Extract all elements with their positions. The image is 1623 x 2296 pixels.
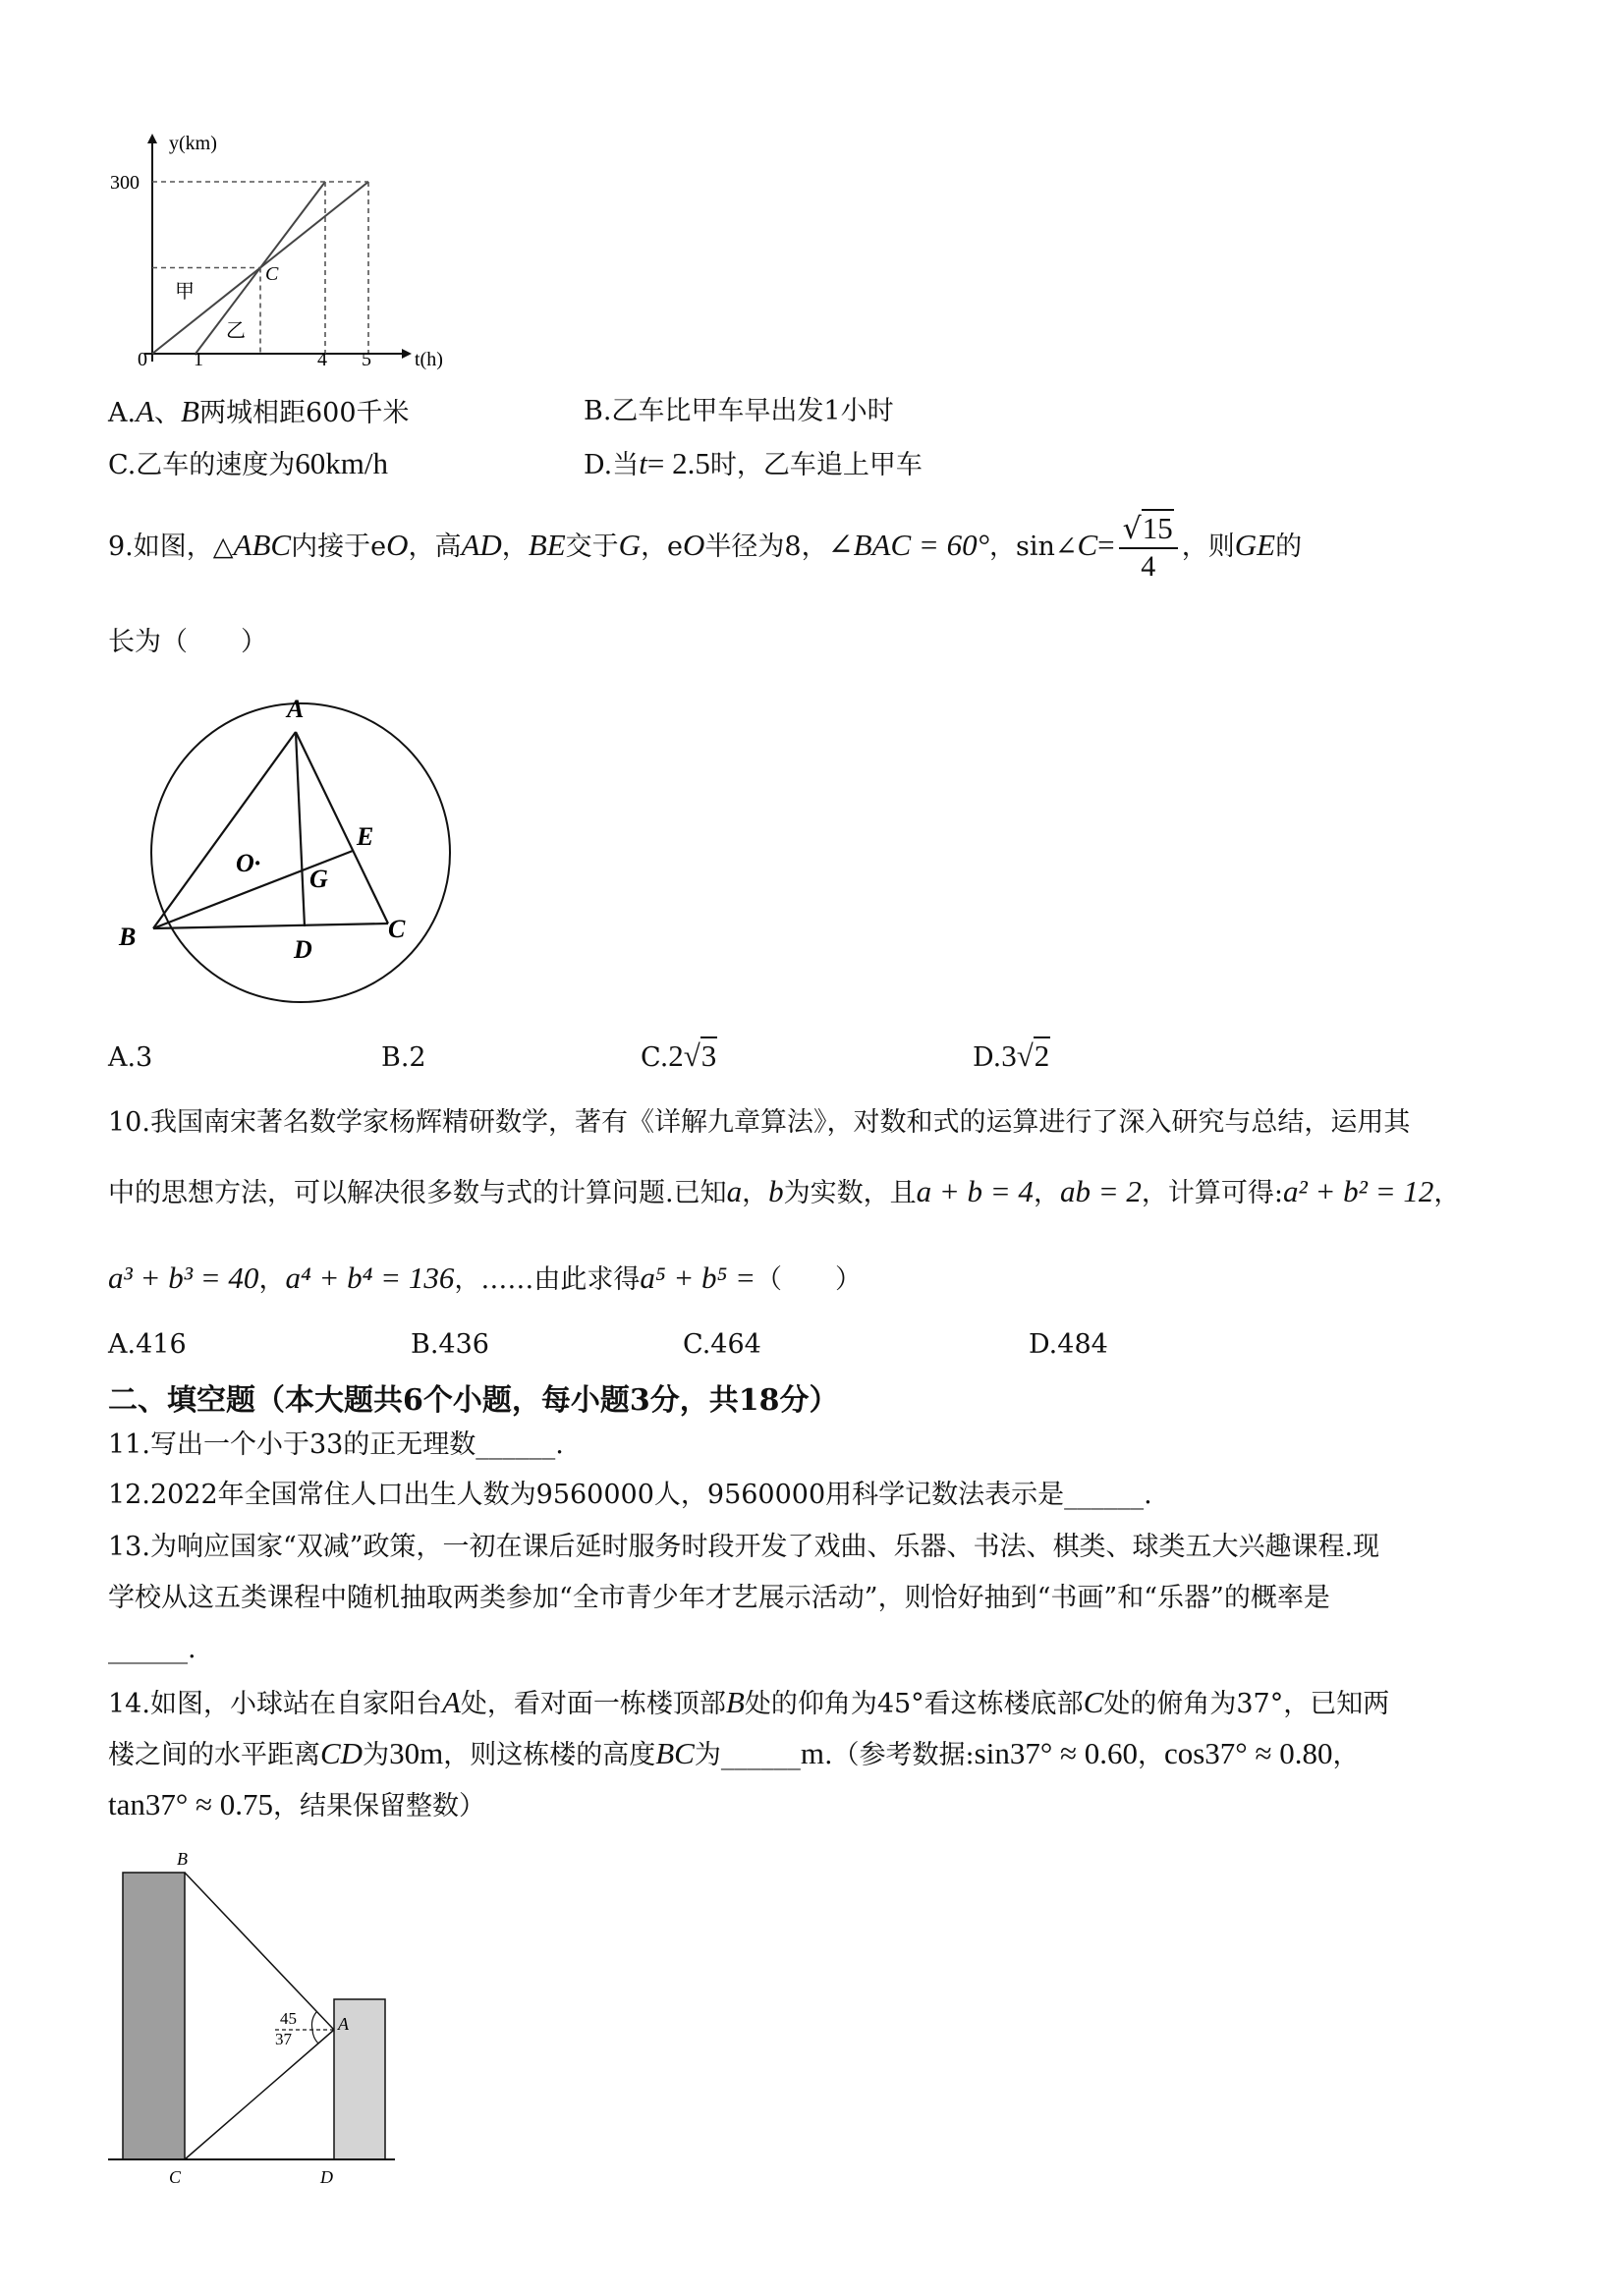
building-bc bbox=[123, 1873, 185, 2159]
q9-option-a: A.3 bbox=[108, 1042, 153, 1073]
chart-series-jia-label: 甲 bbox=[175, 281, 195, 303]
side-ac bbox=[296, 732, 388, 924]
chart-xtick-4: 4 bbox=[317, 349, 327, 370]
angle-37-label: 37 bbox=[275, 2030, 292, 2048]
label-o: O· bbox=[236, 849, 261, 877]
q10-stem-line3: a³ + b³ = 40，a⁴ + b⁴ = 136，……由此求得a⁵ + b⁵ =（ ） bbox=[108, 1260, 862, 1295]
q9-option-d: D.3√2 bbox=[973, 1038, 1050, 1073]
label-e: E bbox=[357, 822, 374, 851]
q8-option-c: C.乙车的速度为60km/h bbox=[108, 446, 389, 480]
q13-stem-line3: ______. bbox=[108, 1634, 196, 1664]
chart-ylabel: y(km) bbox=[169, 133, 217, 154]
q9-sinc-fraction: $\frac{√15}{4}$ bbox=[1119, 511, 1178, 585]
q8-option-b: B.乙车比甲车早出发1小时 bbox=[584, 396, 894, 426]
altitude-ad bbox=[296, 732, 305, 926]
chart-xtick-1: 1 bbox=[194, 349, 203, 370]
chart-xtick-0: 0 bbox=[138, 349, 147, 370]
angle-45-label: 45 bbox=[280, 2009, 297, 2028]
chart-series-yi-label: 乙 bbox=[226, 320, 246, 342]
q10-option-a: A.416 bbox=[108, 1329, 187, 1360]
label-c-bottom: C bbox=[169, 2167, 182, 2187]
q14-buildings-figure bbox=[98, 1847, 413, 2187]
q14-stem-line3: tan37° ≈ 0.75，结果保留整数） bbox=[108, 1787, 486, 1821]
sightline-ab bbox=[185, 1873, 334, 2030]
label-a: A bbox=[287, 695, 305, 723]
q14-stem-line2: 楼之间的水平距离CD为30m，则这栋楼的高度BC为______m.（参考数据:sin37° ≈ 0.60，cos37° ≈ 0.80， bbox=[108, 1736, 1360, 1770]
q9-option-b: B.2 bbox=[381, 1042, 426, 1073]
label-g: G bbox=[309, 865, 328, 893]
section-2-heading: 二、填空题（本大题共6个小题，每小题3分，共18分） bbox=[108, 1383, 839, 1418]
angle-arc-45 bbox=[311, 2012, 316, 2030]
q10-stem-line1: 10.我国南宋著名数学家杨辉精研数学，著有《详解九章算法》，对数和式的运算进行了深入研究与总结，运用其 bbox=[108, 1107, 1411, 1138]
chart-ytick-300: 300 bbox=[110, 172, 140, 194]
label-d-bottom: D bbox=[320, 2167, 333, 2187]
label-b-top: B bbox=[177, 1849, 188, 1869]
q9-circle-figure bbox=[116, 688, 450, 992]
chart-xlabel: t(h) bbox=[415, 349, 443, 370]
q9-stem-line2: 长为（ ） bbox=[108, 627, 267, 657]
distance-time-chart bbox=[98, 128, 472, 383]
x-axis-arrow bbox=[402, 349, 412, 359]
q10-stem-line2: 中的思想方法，可以解决很多数与式的计算问题.已知a，b为实数，且a + b = 4，ab = 2，计算可得:a² + b² = 12， bbox=[108, 1174, 1461, 1208]
q13-stem-line1: 13.为响应国家“双减”政策，一初在课后延时服务时段开发了戏曲、乐器、书法、棋类、球类五大兴趣课程.现 bbox=[108, 1532, 1380, 1562]
q13-stem-line2: 学校从这五类课程中随机抽取两类参加“全市青少年才艺展示活动”，则恰好抽到“书画”和“乐器”的概率是 bbox=[108, 1583, 1330, 1613]
q10-option-b: B.436 bbox=[411, 1329, 489, 1360]
q8-option-a: A.A、B两城相距600千米 bbox=[108, 394, 410, 428]
side-bc bbox=[153, 924, 388, 928]
q10-option-c: C.464 bbox=[683, 1329, 761, 1360]
chart-layer bbox=[144, 134, 412, 362]
sightline-ac bbox=[185, 2030, 334, 2159]
q9-stem-line1: 9.如图，△ABC内接于eO，高AD，BE交于G，eO半径为8，∠BAC = 60°，sin∠C= $\frac{√15}{4}$ ，则GE的 bbox=[108, 511, 1303, 583]
label-a-point: A bbox=[338, 2014, 349, 2034]
side-ab bbox=[153, 732, 296, 928]
q14-stem-line1: 14.如图，小球站在自家阳台A处，看对面一栋楼顶部B处的仰角为45°看这栋楼底部C处的俯角为37°，已知两 bbox=[108, 1685, 1390, 1719]
chart-xtick-5: 5 bbox=[362, 349, 371, 370]
label-d: D bbox=[294, 935, 312, 964]
chart-point-c-label: C bbox=[265, 263, 279, 285]
q8-option-d: D.当t= 2.5时，乙车追上甲车 bbox=[584, 446, 923, 480]
y-axis-arrow bbox=[147, 134, 157, 143]
q11-stem: 11.写出一个小于33的正无理数______. bbox=[108, 1429, 564, 1460]
q12-stem: 12.2022年全国常住人口出生人数为9560000人，9560000用科学记数法表示是______. bbox=[108, 1480, 1152, 1510]
label-b: B bbox=[119, 923, 137, 951]
q10-option-d: D.484 bbox=[1029, 1329, 1108, 1360]
angle-arc-37 bbox=[312, 2030, 318, 2044]
label-c: C bbox=[388, 915, 406, 943]
q9-option-c: C.2√3 bbox=[641, 1038, 717, 1073]
